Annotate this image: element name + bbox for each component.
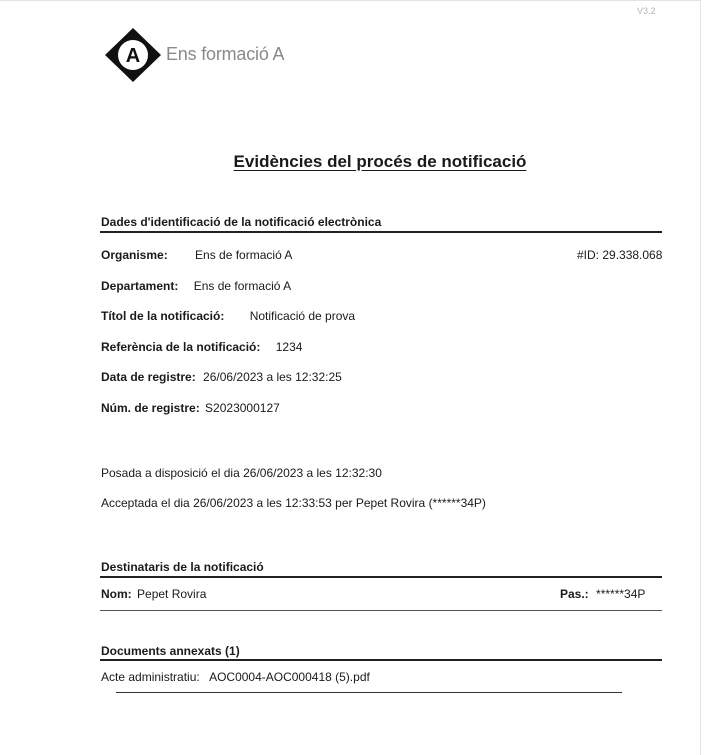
brand-logo-icon: [103, 27, 163, 83]
recipients-section-title: Destinataris de la notificació: [101, 560, 264, 574]
field-label: Data de registre:: [101, 370, 196, 384]
identification-section-title: Dades d'identificació de la notificació electrònica: [101, 215, 382, 229]
section-divider: [100, 576, 662, 578]
event-posada: Posada a disposició el dia 26/06/2023 a les 12:32:30: [101, 466, 382, 480]
svg-text:A: A: [125, 45, 141, 67]
field-value: ******34P: [596, 587, 646, 601]
documents-section-title: Documents annexats (1): [101, 644, 240, 658]
field-data-registre: [101, 370, 342, 384]
field-label: Departament:: [101, 279, 179, 293]
version-label: V3.2: [637, 6, 656, 16]
field-value: 26/06/2023 a les 12:32:25: [203, 370, 342, 384]
page-title: Evidències del procés de notificació: [233, 152, 527, 171]
field-value: Ens de formació A: [195, 248, 293, 262]
field-value: Ens de formació A: [193, 279, 292, 293]
field-value: 1234: [275, 340, 303, 354]
field-label: Títol de la notificació:: [101, 309, 225, 323]
recipient-name: [101, 587, 206, 601]
field-value: S2023000127: [205, 401, 280, 415]
field-label: Organisme:: [101, 248, 168, 262]
bottom-divider: [116, 692, 622, 693]
field-label: Referència de la notificació:: [101, 340, 261, 354]
recipient-pass: [560, 587, 645, 601]
document-link[interactable]: AOC0004-AOC000418 (5).pdf: [209, 670, 370, 684]
event-acceptada: Acceptada el dia 26/06/2023 a les 12:33:53 per Pepet Rovira (******34P): [101, 496, 486, 510]
field-label: Pas.:: [560, 587, 589, 601]
row-divider: [100, 610, 662, 611]
brand-name: Ens formació A: [166, 44, 285, 64]
field-titol: [101, 309, 355, 323]
field-label: Núm. de registre:: [101, 401, 200, 415]
field-referencia: [101, 340, 302, 354]
field-label: Nom:: [101, 587, 132, 601]
section-divider: [100, 659, 662, 661]
section-divider: [100, 231, 662, 233]
notification-id: #ID: 29.338.068: [577, 248, 663, 262]
document-item: [101, 670, 370, 684]
field-organisme: [101, 248, 292, 262]
field-value: Notificació de prova: [249, 309, 356, 323]
field-num-registre: [101, 401, 280, 415]
field-departament: [101, 279, 291, 293]
field-value: Pepet Rovira: [137, 587, 207, 601]
field-label: Acte administratiu:: [101, 670, 200, 684]
